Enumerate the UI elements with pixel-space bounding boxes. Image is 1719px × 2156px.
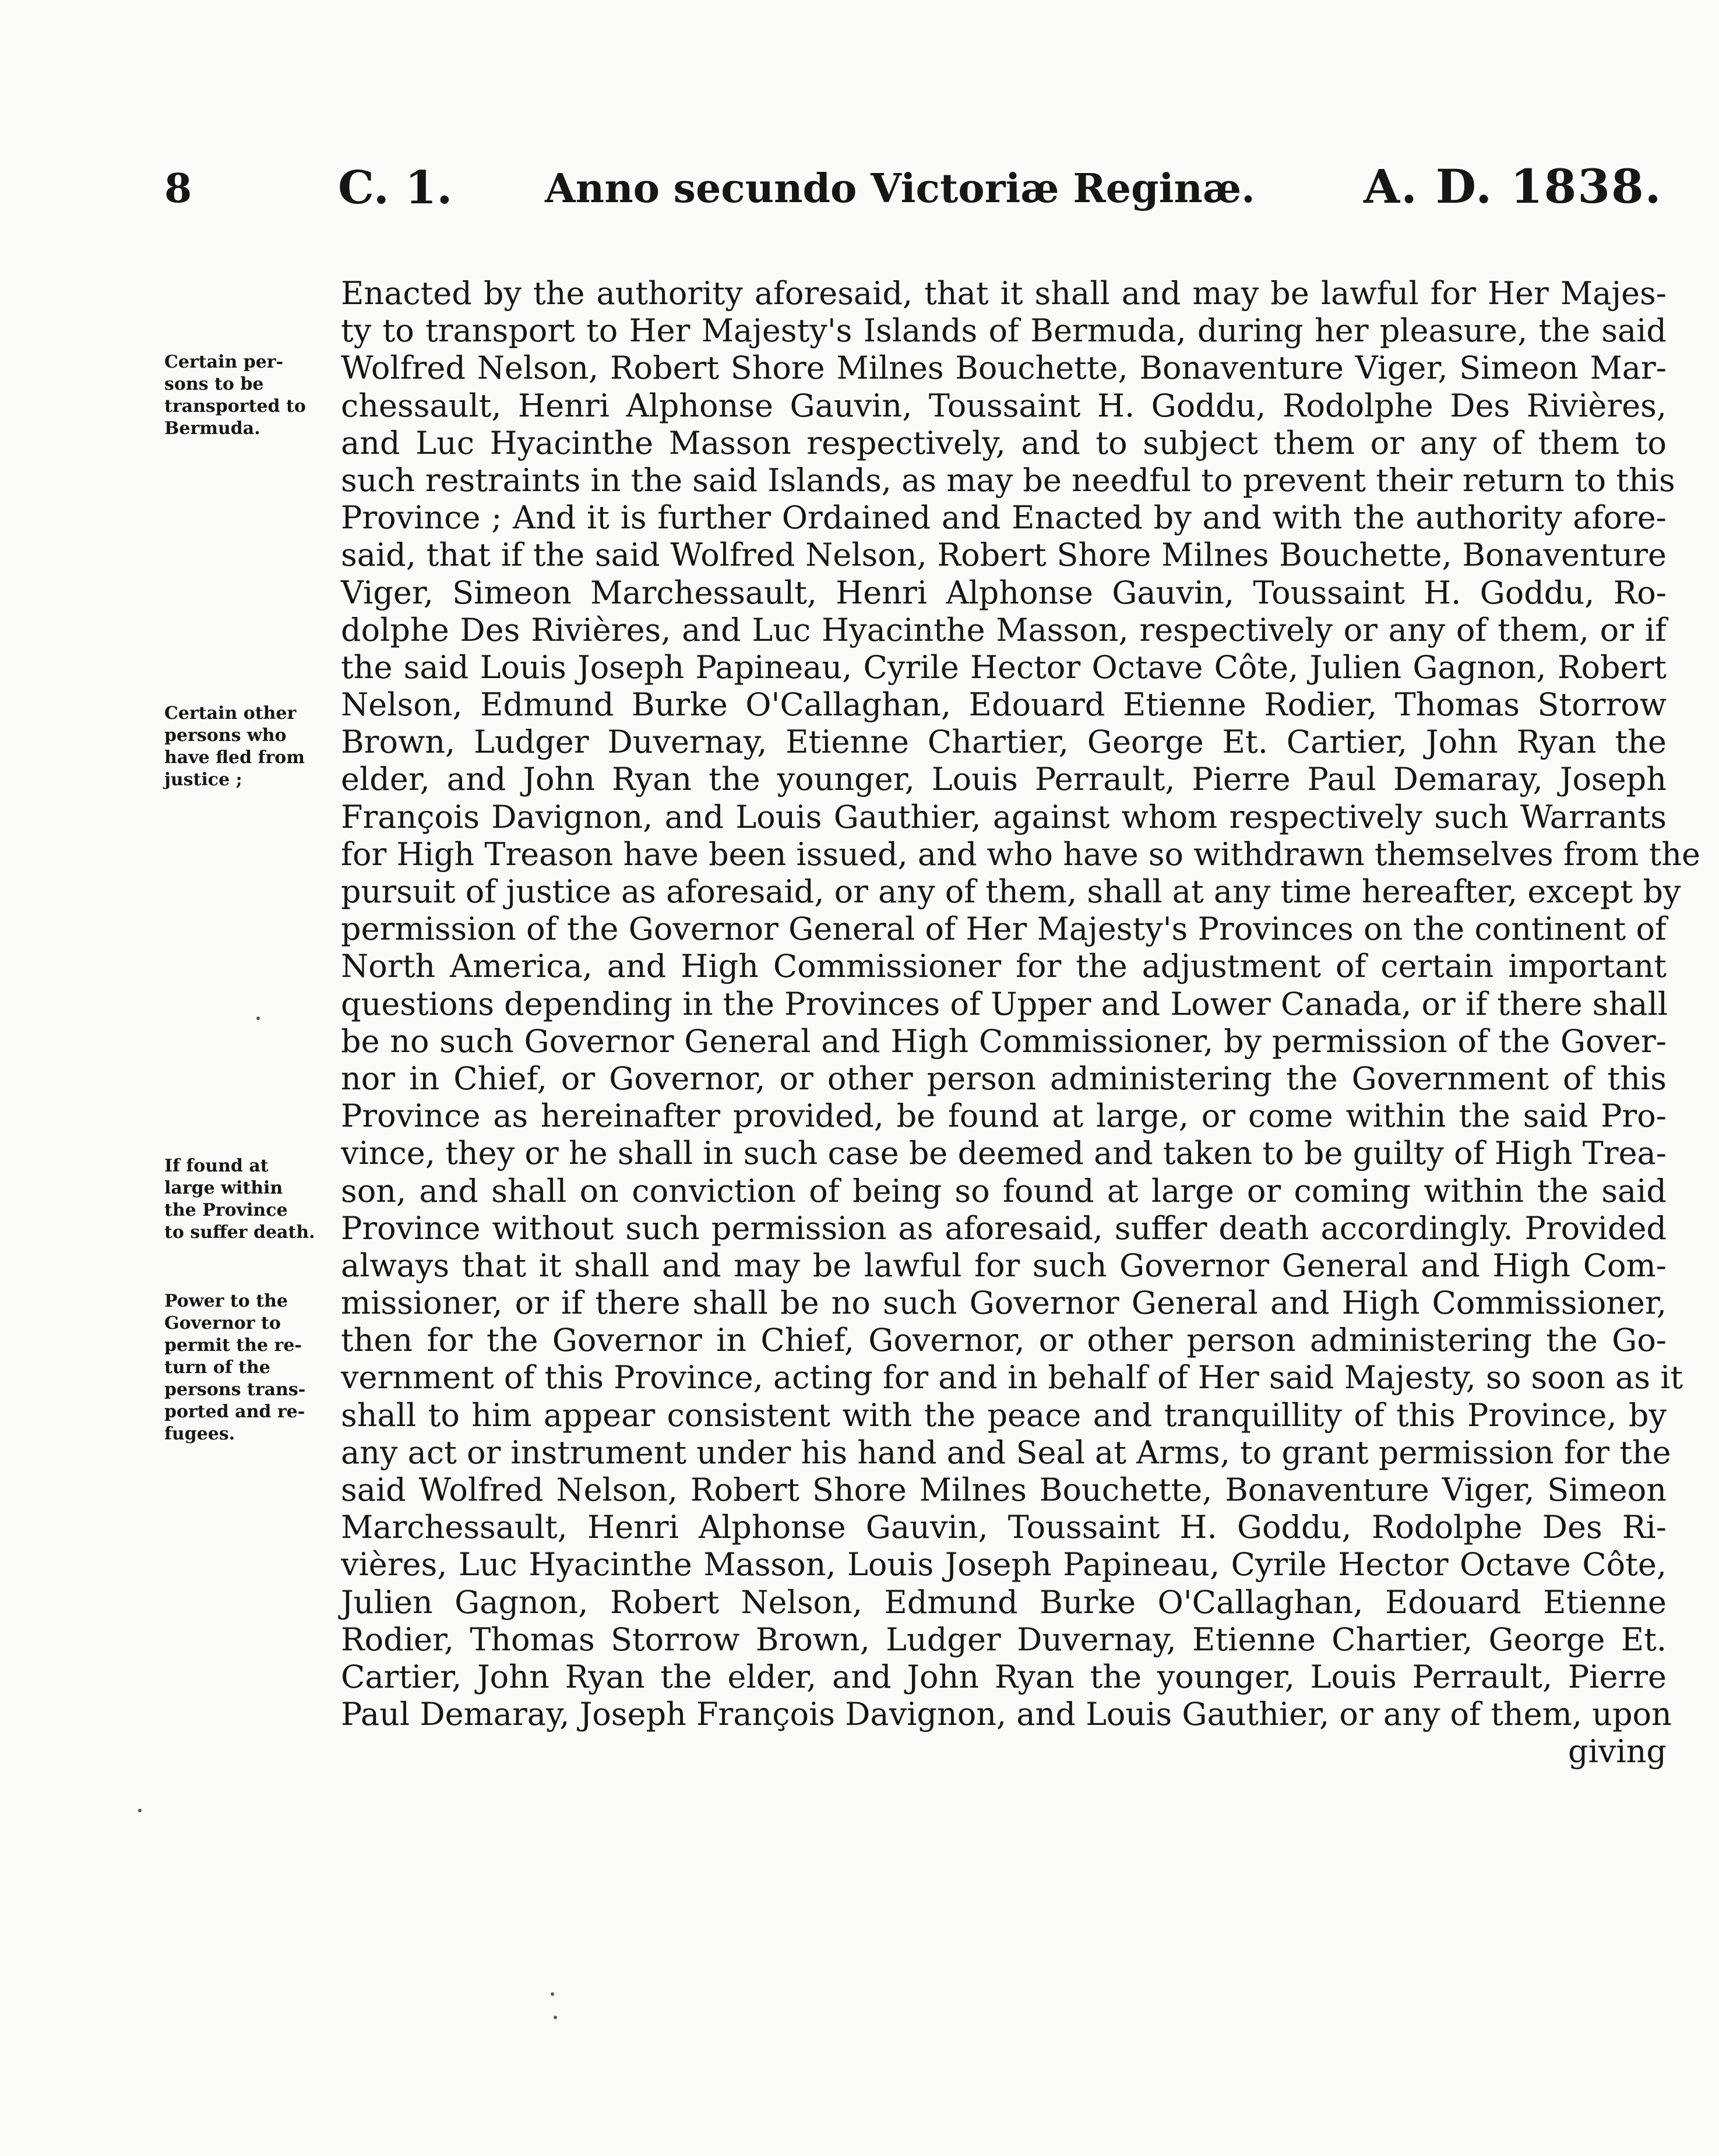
body-line: vince, they or he shall in such case be deemed and taken to be guilty of High Trea- [341, 1135, 1667, 1172]
marginal-note-line: persons who [164, 725, 287, 746]
body-line: said Wolfred Nelson, Robert Shore Milnes Bouchette, Bonaventure Viger, Simeon [341, 1472, 1667, 1508]
body-line: Enacted by the authority aforesaid, that it shall and may be lawful for Her Majes- [341, 275, 1667, 312]
body-line: chessault, Henri Alphonse Gauvin, Toussaint H. Goddu, Rodolphe Des Rivières, [341, 387, 1667, 424]
marginal-note-line: Bermuda. [164, 418, 260, 439]
body-line: Province without such permission as aforesaid, suffer death accordingly. Provided [341, 1209, 1667, 1247]
body-line: Julien Gagnon, Robert Nelson, Edmund Burke O'Callaghan, Edouard Etienne [341, 1583, 1667, 1621]
body-line: said, that if the said Wolfred Nelson, Robert Shore Milnes Bouchette, Bonaventure [341, 537, 1667, 574]
body-line: North America, and High Commissioner for the adjustment of certain important [341, 948, 1667, 985]
marginal-note-death [164, 1155, 322, 1244]
body-line: Wolfred Nelson, Robert Shore Milnes Bouchette, Bonaventure Viger, Simeon Mar- [341, 350, 1667, 387]
marginal-note-line: sons to be [164, 374, 264, 394]
marginal-note-line: have fled from [164, 747, 305, 768]
body-line: elder, and John Ryan the younger, Louis Perrault, Pierre Paul Demaray, Joseph [341, 761, 1667, 798]
body-line: Rodier, Thomas Storrow Brown, Ludger Duvernay, Etienne Chartier, George Et. [341, 1621, 1667, 1658]
marginal-note-line: Certain other [164, 703, 297, 724]
body-line: for High Treason have been issued, and who have so withdrawn themselves from the [341, 835, 1700, 873]
chapter-number: C. 1. [338, 161, 453, 214]
body-line: Cartier, John Ryan the elder, and John Ryan the younger, Louis Perrault, Pierre [341, 1658, 1667, 1695]
running-title: Anno secundo Victoriæ Reginæ. [545, 165, 1255, 212]
marginal-note-line: justice ; [164, 770, 242, 790]
marginal-note-transported [164, 351, 322, 440]
marginal-note-line: transported to [164, 396, 306, 417]
marginal-note-line: Governor to [164, 1313, 281, 1333]
marginal-note-line: permit the re- [164, 1335, 302, 1356]
body-line: son, and shall on conviction of being so found at large or coming within the said [341, 1172, 1667, 1209]
body-line: such restraints in the said Islands, as may be needful to prevent their return to this [341, 461, 1675, 499]
body-line: and Luc Hyacinthe Masson respectively, and to subject them or any of them to [341, 424, 1667, 461]
body-line: questions depending in the Provinces of Upper and Lower Canada, or if there shall [341, 985, 1668, 1022]
body-line: Nelson, Edmund Burke O'Callaghan, Edouard Etienne Rodier, Thomas Storrow [341, 686, 1667, 724]
body-line: Viger, Simeon Marchessault, Henri Alphonse Gauvin, Toussaint H. Goddu, Ro- [341, 574, 1667, 611]
body-line: nor in Chief, or Governor, or other person administering the Government of this [341, 1060, 1667, 1097]
body-line: Province ; And it is further Ordained and Enacted by and with the authority afore- [341, 499, 1667, 537]
marginal-note-power [164, 1290, 322, 1445]
body-line: vières, Luc Hyacinthe Masson, Louis Joseph Papineau, Cyrile Hector Octave Côte, [341, 1546, 1667, 1583]
catchword: giving [1568, 1733, 1667, 1770]
body-line: François Davignon, and Louis Gauthier, against whom respectively such Warrants [341, 798, 1667, 835]
body-line: shall to him appear consistent with the peace and tranquillity of this Province, by [341, 1396, 1667, 1434]
marginal-note-line: fugees. [164, 1424, 235, 1444]
printing-speck [554, 2016, 557, 2019]
body-line: Brown, Ludger Duvernay, Etienne Chartier, George Et. Cartier, John Ryan the [341, 724, 1667, 761]
year-of-act: A. D. 1838. [1364, 159, 1662, 214]
body-line: pursuit of justice as aforesaid, or any of them, shall at any time hereafter, except by [341, 873, 1681, 910]
body-line: ty to transport to Her Majesty's Islands of Bermuda, during her pleasure, the said [341, 312, 1667, 350]
printing-speck [551, 1992, 554, 1996]
body-line: Marchessault, Henri Alphonse Gauvin, Toussaint H. Goddu, Rodolphe Des Ri- [341, 1509, 1667, 1546]
body-text [341, 275, 1700, 1771]
body-line: always that it shall and may be lawful for such Governor General and High Com- [341, 1247, 1667, 1284]
marginal-note-line: to suffer death. [164, 1222, 315, 1243]
marginal-note-line: the Province [164, 1200, 288, 1220]
body-line: dolphe Des Rivières, and Luc Hyacinthe Masson, respectively or any of them, or if [341, 611, 1667, 648]
marginal-note-line: large within [164, 1178, 283, 1198]
body-line: permission of the Governor General of Her Majesty's Provinces on the continent of [341, 911, 1667, 948]
marginal-note-line: ported and re- [164, 1402, 305, 1422]
body-line: Paul Demaray, Joseph François Davignon, and Louis Gauthier, or any of them, upon [341, 1696, 1672, 1733]
marginal-note-line: If found at [164, 1156, 269, 1176]
body-line: vernment of this Province, acting for and in behalf of Her said Majesty, so soon as it [341, 1359, 1683, 1396]
page-number: 8 [164, 165, 192, 212]
printing-speck [138, 1809, 142, 1812]
marginal-note-line: Power to the [164, 1291, 288, 1311]
body-line: be no such Governor General and High Commissioner, by permission of the Gover- [341, 1022, 1667, 1060]
body-line: Province as hereinafter provided, be found at large, or come within the said Pro- [341, 1098, 1667, 1135]
body-line: any act or instrument under his hand and Seal at Arms, to grant permission for the [341, 1434, 1671, 1471]
body-line: missioner, or if there shall be no such Governor General and High Commissioner, [341, 1285, 1667, 1322]
marginal-note-fled [164, 703, 322, 791]
body-line: the said Louis Joseph Papineau, Cyrile Hector Octave Côte, Julien Gagnon, Robert [341, 648, 1667, 686]
printing-speck [256, 1017, 260, 1020]
marginal-note-line: Certain per- [164, 352, 284, 372]
marginal-note-line: turn of the [164, 1357, 270, 1378]
marginal-note-line: persons trans- [164, 1379, 306, 1400]
body-line: then for the Governor in Chief, Governor, or other person administering the Go- [341, 1322, 1667, 1359]
